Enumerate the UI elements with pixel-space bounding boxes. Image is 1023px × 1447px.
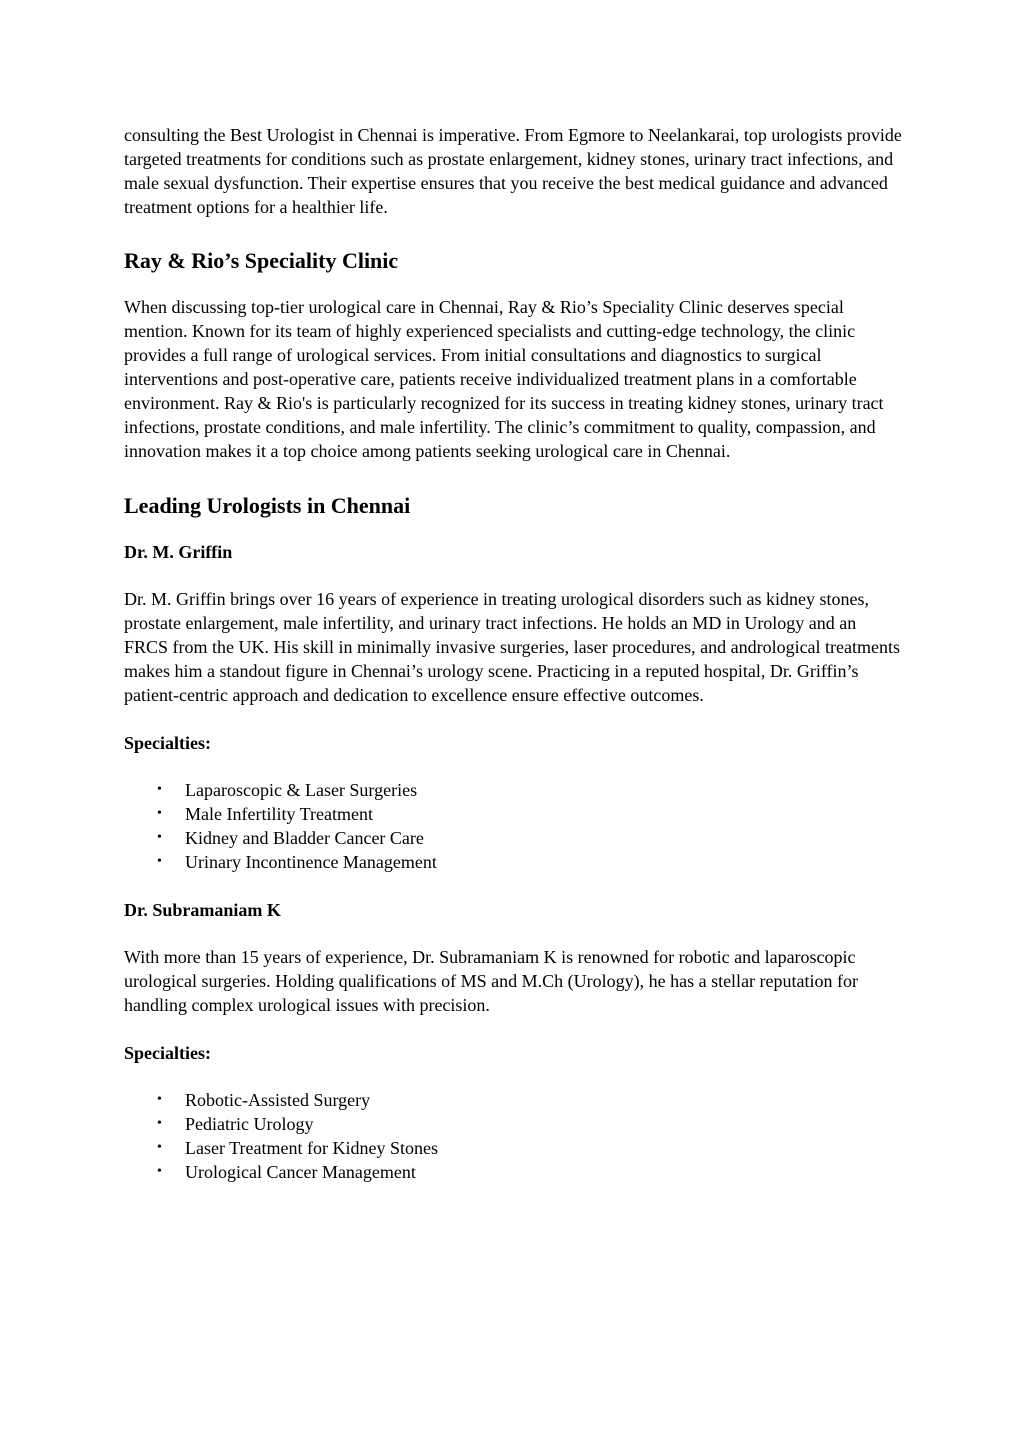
griffin-name-heading: Dr. M. Griffin [124,542,233,562]
list-item: • Kidney and Bladder Cancer Care [124,826,904,850]
list-item: • Laparoscopic & Laser Surgeries [124,778,904,802]
leading-urologists-heading: Leading Urologists in Chennai [124,493,411,518]
list-item: • Male Infertility Treatment [124,802,904,826]
ray-rio-clinic-paragraph: When discussing top-tier urological care in Chennai, Ray & Rio’s Speciality Clinic deserves special mention. Known for its team of highly experienced specialists and cutting-edge technology, the clinic provides a full range of urological services. From initial consultations and diagnostics to surgical interventions and post-operative care, patients receive individualized treatment plans in a comfortable environment. Ray & Rio's is particularly recognized for its success in treating kidney stones, urinary tract infections, prostate conditions, and male infertility. The clinic’s commitment to quality, compassion, and innovation makes it a top choice among patients seeking urological care in Chennai. [124,297,884,461]
list-item: • Robotic-Assisted Surgery [124,1088,904,1112]
subramaniam-specialties-label: Specialties: [124,1043,211,1063]
list-item: • Pediatric Urology [124,1112,904,1136]
document-page [124,123,904,1184]
subramaniam-name-heading: Dr. Subramaniam K [124,900,281,920]
list-item: • Laser Treatment for Kidney Stones [124,1136,904,1160]
griffin-bio-paragraph: Dr. M. Griffin brings over 16 years of experience in treating urological disorders such as kidney stones, prostate enlargement, male infertility, and urinary tract infections. He holds an MD in Urology and an FRCS from the UK. His skill in minimally invasive surgeries, laser procedures, and andrological treatments makes him a standout figure in Chennai’s urology scene. Practicing in a reputed hospital, Dr. Griffin’s patient-centric approach and dedication to excellence ensure effective outcomes. [124,589,901,705]
list-item: • Urological Cancer Management [124,1160,904,1184]
griffin-specialties-list [124,778,904,874]
ray-rio-clinic-heading: Ray & Rio’s Speciality Clinic [124,248,399,273]
intro-paragraph: consulting the Best Urologist in Chennai is imperative. From Egmore to Neelankarai, top urologists provide targeted treatments for conditions such as prostate enlargement, kidney stones, urinary tract infections, and male sexual dysfunction. Their expertise ensures that you receive the best medical guidance and advanced treatment options for a healthier life. [124,125,902,217]
subramaniam-specialties-list [124,1088,904,1184]
subramaniam-bio-paragraph: With more than 15 years of experience, Dr. Subramaniam K is renowned for robotic and laparoscopic urological surgeries. Holding qualifications of MS and M.Ch (Urology), he has a stellar reputation for handling complex urological issues with precision. [124,947,859,1015]
griffin-specialties-label: Specialties: [124,733,211,753]
list-item: • Urinary Incontinence Management [124,850,904,874]
